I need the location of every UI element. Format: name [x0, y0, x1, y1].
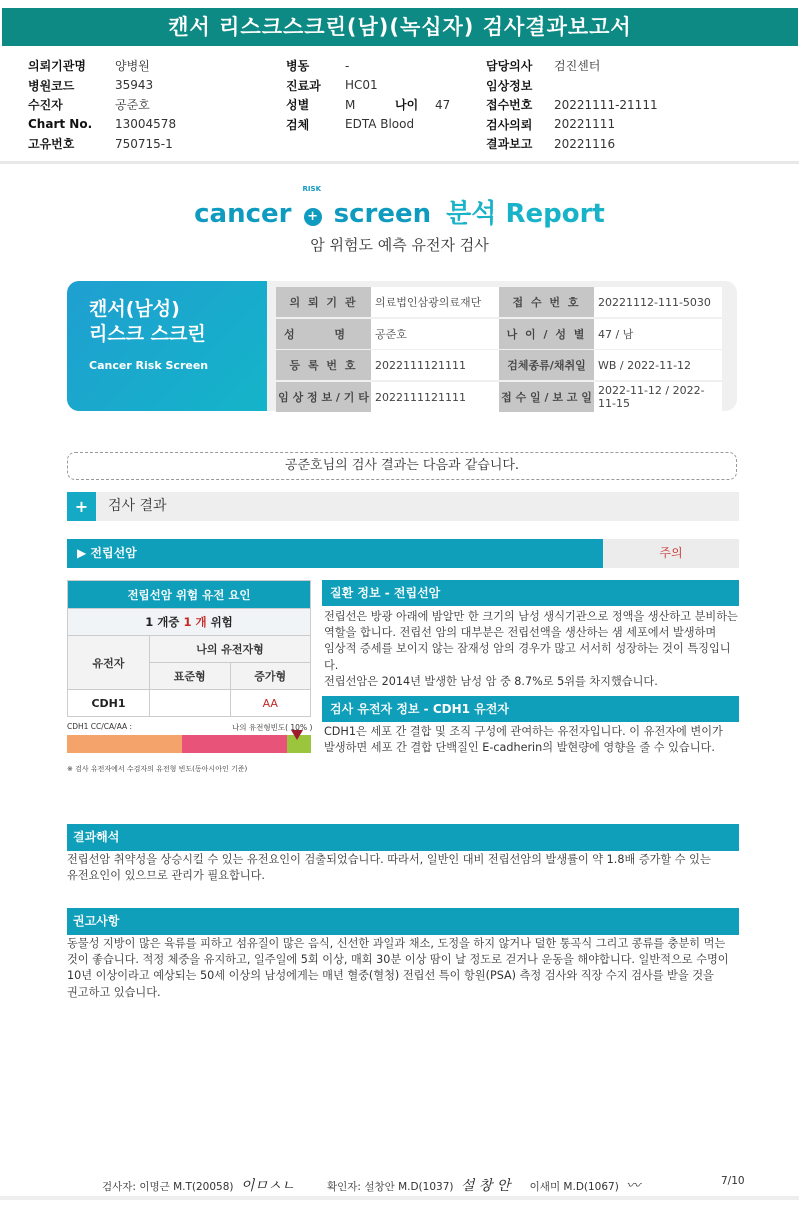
card-label: 나 이 / 성 별 [499, 319, 594, 349]
value-patient: 공준호 [115, 98, 150, 113]
text-line: 것이 좋습니다. 적정 체중을 유지하고, 일주일에 5회 이상, 매회 30분 이상 땀이 날 정도로 걷거나 운동을 해야합니다. 일반적으로 수명이 [67, 953, 729, 967]
logo-mark-icon: + [304, 208, 322, 226]
gene-info-title: 검사 유전자 정보 - CDH1 유전자 [322, 696, 739, 722]
label-unique-no: 고유번호 [28, 137, 75, 152]
header-col3 [486, 56, 658, 154]
card-label: 검체종류/채취일 [499, 350, 594, 380]
card-value: 2022-11-12 / 2022-11-15 [594, 382, 722, 412]
label-sex: 성별 [286, 98, 310, 113]
value-hospital-code: 35943 [115, 78, 154, 93]
confirmer2-signature: 〰 [626, 1178, 641, 1194]
confirmer2-name: 이새미 M.D(1067) [529, 1181, 619, 1193]
label-specimen: 검체 [286, 117, 310, 132]
label-hospital-code: 병원코드 [28, 78, 75, 93]
disease-info-text [324, 609, 739, 690]
freq-left-label: CDH1 CC/CA/AA : [67, 722, 133, 731]
label-doctor: 담당의사 [486, 59, 533, 74]
normal-header: 표준형 [150, 663, 231, 690]
card-label: 등 록 번 호 [276, 350, 371, 380]
confirmer1-signature: 설 창 안 [460, 1178, 511, 1194]
card-value: 2022111121111 [371, 350, 499, 380]
section-header-results [67, 492, 739, 521]
recommendation-title: 권고사항 [67, 908, 739, 935]
result-statement: 공준호님의 검사 결과는 다음과 같습니다. [67, 452, 737, 480]
my-genotype-header: 나의 유전자형 [150, 636, 311, 663]
label-patient: 수진자 [28, 98, 63, 113]
freq-right-label: 나의 유전형빈도( 10% ) [232, 723, 313, 732]
card-value: 20221112-111-5030 [594, 287, 722, 317]
text-line: 전립선암은 2014년 발생한 남성 암 중 8.7%로 5위를 차지했습니다. [324, 674, 658, 688]
text-line: 유전요인이 있으므로 관리가 필요합니다. [67, 869, 265, 883]
examiner-label: 검사자: [102, 1181, 136, 1193]
label-chart-no: Chart No. [28, 117, 93, 132]
interpretation-title: 결과해석 [67, 824, 739, 851]
increased-header: 증가형 [230, 663, 311, 690]
cancer-screen-logo [0, 185, 799, 230]
card-value: 공준호 [371, 319, 499, 349]
value-requester: 양병원 [115, 59, 150, 74]
page-number: 7/10 [721, 1175, 745, 1187]
risk-table [67, 580, 311, 717]
examiner-signature: 이ㅁㅅㄴ [240, 1178, 295, 1194]
header-col1 [28, 56, 176, 154]
interpretation-text [67, 852, 739, 884]
label-department: 진료과 [286, 78, 321, 93]
examiner-name: 이명근 M.T(20058) [139, 1181, 234, 1193]
footnote: ※ 검사 유전자에서 수검자의 유전형 빈도(동아시아인 기준) [67, 765, 248, 773]
freq-segment-ca [182, 735, 287, 753]
cancer-type-bar: ▶ 전립선암 [67, 539, 603, 568]
value-ward: - [345, 58, 350, 73]
status-badge: 주의 [603, 539, 739, 568]
risk-count-suffix: 위험 [210, 615, 233, 629]
subtitle: 암 위험도 예측 유전자 검사 [310, 236, 489, 254]
value-report-date: 20221116 [554, 136, 616, 151]
value-request-date: 20221111 [554, 117, 616, 132]
text-line: 전립선암 취약성을 상승시킬 수 있는 유전요인이 검출되었습니다. 따라서, 일반인 대비 전립선암의 발생률이 약 1.8배 증가할 수 있는 [67, 853, 711, 866]
increased-value: AA [230, 690, 311, 717]
label-receipt-no: 접수번호 [486, 98, 533, 113]
examiner [102, 1175, 295, 1195]
card-row [276, 382, 722, 412]
bottom-divider [0, 1196, 799, 1200]
gene-info-text [324, 724, 739, 756]
text-line: CDH1은 세포 간 결합 및 조직 구성에 관여하는 유전자입니다. 이 유전자에 변이가 [324, 725, 723, 738]
text-line: 발생하면 세포 간 결합 단백질인 E-cadherin의 발현량에 영향을 줄 수 있습니다. [324, 741, 715, 755]
text-line: 전립선은 방광 아래에 밤알만 한 크기의 남성 생식기관으로 정액을 생산하고 분비하는 [324, 610, 738, 623]
risk-count-num: 1 개 [183, 615, 207, 629]
recommendation-text [67, 936, 739, 1001]
freq-bar [67, 735, 311, 753]
value-sex: M [345, 97, 356, 112]
gene-header: 유전자 [68, 636, 150, 690]
value-specimen: EDTA Blood [345, 117, 415, 132]
risk-count [68, 609, 311, 636]
value-doctor: 검진센터 [554, 59, 601, 74]
value-chart-no: 13004578 [115, 117, 177, 132]
card-title-2: 리스크 스크린 [89, 323, 206, 345]
card-label: 접 수 일 / 보 고 일 [499, 382, 594, 412]
confirmer [327, 1175, 640, 1195]
text-line: 권고하고 있습니다. [67, 985, 161, 999]
value-receipt-no: 20221111-21111 [554, 97, 658, 112]
logo-report: 분석 Report [446, 199, 605, 229]
risk-table-title: 전립선암 위험 유전 요인 [68, 581, 311, 609]
card-banner [67, 281, 267, 411]
header-col2 [286, 56, 450, 134]
risk-count-prefix: 1 개중 [145, 615, 180, 629]
label-clinical-info: 임상정보 [486, 78, 533, 93]
patient-card [67, 281, 737, 411]
confirmer1-name: 설창안 M.D(1037) [364, 1181, 454, 1193]
text-line: 동물성 지방이 많은 육류를 피하고 섬유질이 많은 음식, 신선한 과일과 채소, 도정을 하지 않거나 덜한 통곡식 그리고 콩류를 충분히 먹는 [67, 937, 726, 950]
value-department: HC01 [345, 78, 378, 93]
card-row [276, 319, 722, 349]
report-title: 캔서 리스크스크린(남)(녹십자) 검사결과보고서 [2, 8, 798, 46]
logo-cancer: cancer [194, 199, 292, 229]
label-requester: 의뢰기관명 [28, 59, 86, 74]
card-row [276, 350, 722, 380]
label-ward: 병동 [286, 59, 310, 74]
text-line: 역할을 합니다. 전립선 암의 대부분은 전립선액을 생산하는 샘 세포에서 발생하며 [324, 626, 717, 640]
card-row [276, 287, 722, 317]
card-value: WB / 2022-11-12 [594, 350, 722, 380]
label-age: 나이 [395, 98, 419, 113]
disease-info-title: 질환 정보 - 전립선암 [322, 580, 739, 606]
logo-mark-text: RISK [302, 185, 322, 193]
text-line: 임상적 증세를 보이지 않는 잠재성 암의 경우가 많고 서서히 성장하는 것이 특징입니다. [324, 642, 731, 672]
normal-value [150, 690, 231, 717]
label-report-date: 결과보고 [486, 137, 533, 152]
card-label: 성 명 [276, 319, 371, 349]
card-label: 의 뢰 기 관 [276, 287, 371, 317]
genotype-marker-icon [291, 730, 303, 740]
logo-screen: screen [333, 199, 432, 229]
text-line: 10년 이상이라고 예상되는 50세 이상의 남성에게는 매년 혈중(혈청) 전립선 특이 항원(PSA) 측정 검사와 직장 수지 검사를 받을 것을 [67, 969, 714, 983]
card-value: 47 / 남 [594, 319, 722, 349]
gene-name: CDH1 [68, 690, 150, 717]
confirmer-label: 확인자: [327, 1181, 361, 1193]
value-unique-no: 750715-1 [115, 136, 173, 151]
value-age: 47 [435, 97, 451, 112]
card-value: 의료법인삼광의료재단 [371, 287, 499, 317]
card-label: 접 수 번 호 [499, 287, 594, 317]
header-divider [0, 161, 799, 164]
label-request-date: 검사의뢰 [486, 117, 533, 132]
card-title-1: 캔서(남성) [89, 298, 180, 320]
card-value: 2022111121111 [371, 382, 499, 412]
plus-box-icon: + [67, 492, 96, 521]
card-grid [276, 287, 722, 414]
freq-segment-cc [67, 735, 182, 753]
section-title: 검사 결과 [108, 498, 167, 514]
card-title-en: Cancer Risk Screen [89, 359, 209, 372]
card-label: 임 상 정 보 / 기 타 [276, 382, 371, 412]
